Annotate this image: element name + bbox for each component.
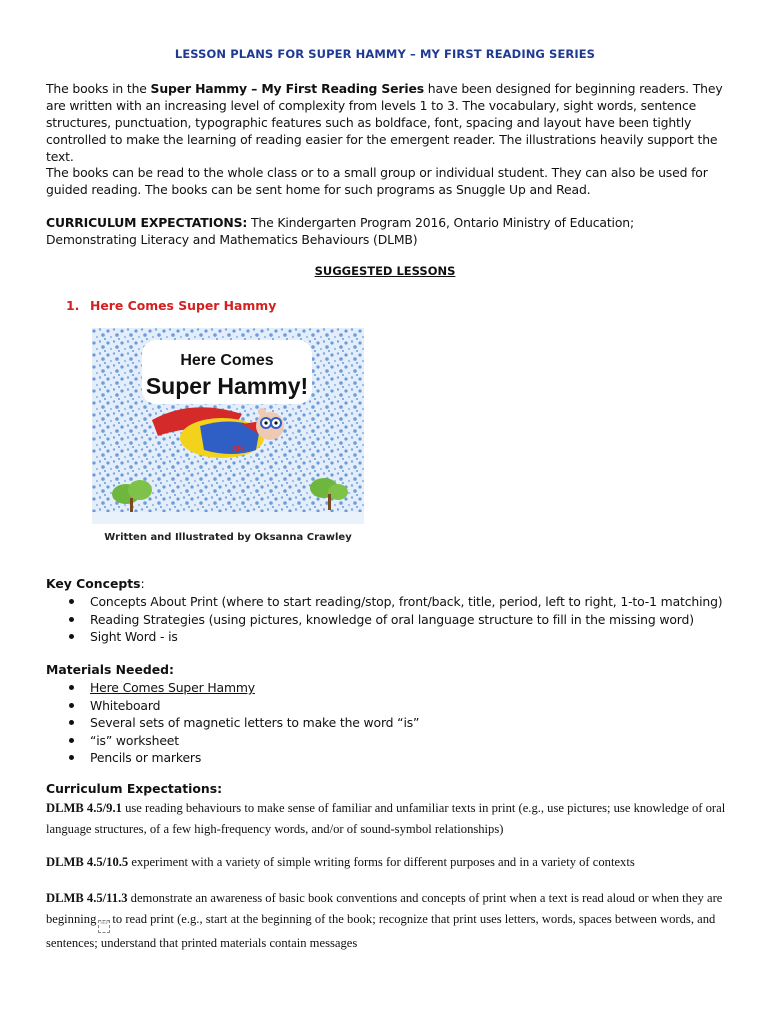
svg-text:SH: SH: [232, 445, 244, 454]
expectation-code: DLMB 4.5/10.5: [46, 855, 129, 869]
list-item: Whiteboard: [46, 697, 736, 715]
series-name: Super Hammy – My First Reading Series: [150, 81, 424, 96]
curriculum-expectations-heading: Curriculum Expectations:: [46, 781, 223, 796]
lesson-title: 1. Here Comes Super Hammy: [66, 298, 277, 313]
intro-paragraph-1: The books in the Super Hammy – My First Reading Series have been designed for beginning readers. They are written with an increasing level of complexity from levels 1 to 3. The vocabulary, sight words, sentence structures, punctuation, typographic features such as boldface, font, spacing and layout have been tightly controlled to make the learning of reading easier for the emergent reader. The illustrations heavily support the text.: [46, 81, 723, 164]
list-item: Sight Word - is: [46, 628, 736, 646]
expectation-code: DLMB 4.5/11.3: [46, 891, 128, 905]
cover-credit: Written and Illustrated by Oksanna Crawley: [104, 532, 352, 543]
list-item: Several sets of magnetic letters to make the word “is”: [46, 714, 736, 732]
expectation-code: DLMB 4.5/9.1: [46, 801, 122, 815]
cover-title-line1: Here Comes: [180, 352, 274, 369]
key-concepts-list: [46, 593, 736, 646]
key-concepts-heading: Key Concepts:: [46, 576, 145, 591]
list-item-book-title: Here Comes Super Hammy: [46, 679, 736, 697]
list-item: “is” worksheet: [46, 732, 736, 750]
document-title: LESSON PLANS FOR SUPER HAMMY – MY FIRST READING SERIES: [174, 47, 596, 61]
intro-paragraph-2: The books can be read to the whole class or to a small group or individual student. They can also be used for guided reading. The books can be sent home for such programs as Snuggle Up and Read.: [46, 165, 708, 197]
lesson-number: 1.: [66, 298, 80, 313]
expectation-10-5: DLMB 4.5/10.5 experiment with a variety of simple writing forms for different purposes and in a variety of contexts: [46, 855, 635, 869]
list-item: Reading Strategies (using pictures, knowledge of oral language structure to fill in the missing word): [46, 611, 736, 629]
list-item: Pencils or markers: [46, 749, 736, 767]
materials-heading: Materials Needed:: [46, 662, 174, 677]
materials-list: [46, 679, 736, 767]
expectation-9-1: DLMB 4.5/9.1 use reading behaviours to make sense of familiar and unfamiliar texts in print (e.g., use pictures; use knowledge of oral language structures, of a few high-frequency words, and/or of sound-symbol relationships): [46, 801, 726, 836]
cover-title-line2: Super Hammy!: [145, 373, 309, 399]
list-item: Concepts About Print (where to start reading/stop, front/back, title, period, left to right, 1-to-1 matching): [46, 593, 736, 611]
missing-glyph-icon: SEP: [98, 920, 110, 933]
book-cover-image: [92, 328, 364, 524]
curriculum-label: CURRICULUM EXPECTATIONS:: [46, 215, 248, 230]
suggested-lessons-heading: SUGGESTED LESSONS: [314, 264, 456, 278]
expectation-11-3: DLMB 4.5/11.3 demonstrate an awareness of basic book conventions and concepts of print when a text is read aloud or when they are beginning SEP to read print (e.g., start at the beginning of the book; recognize that print uses letters, words, spaces between words, and sentences; understand that printed materials contain messages: [46, 891, 723, 950]
curriculum-expectations-intro: CURRICULUM EXPECTATIONS: The Kindergarten Program 2016, Ontario Ministry of Education; Demonstrating Literacy and Mathematics Behaviours (DLMB): [46, 215, 635, 247]
